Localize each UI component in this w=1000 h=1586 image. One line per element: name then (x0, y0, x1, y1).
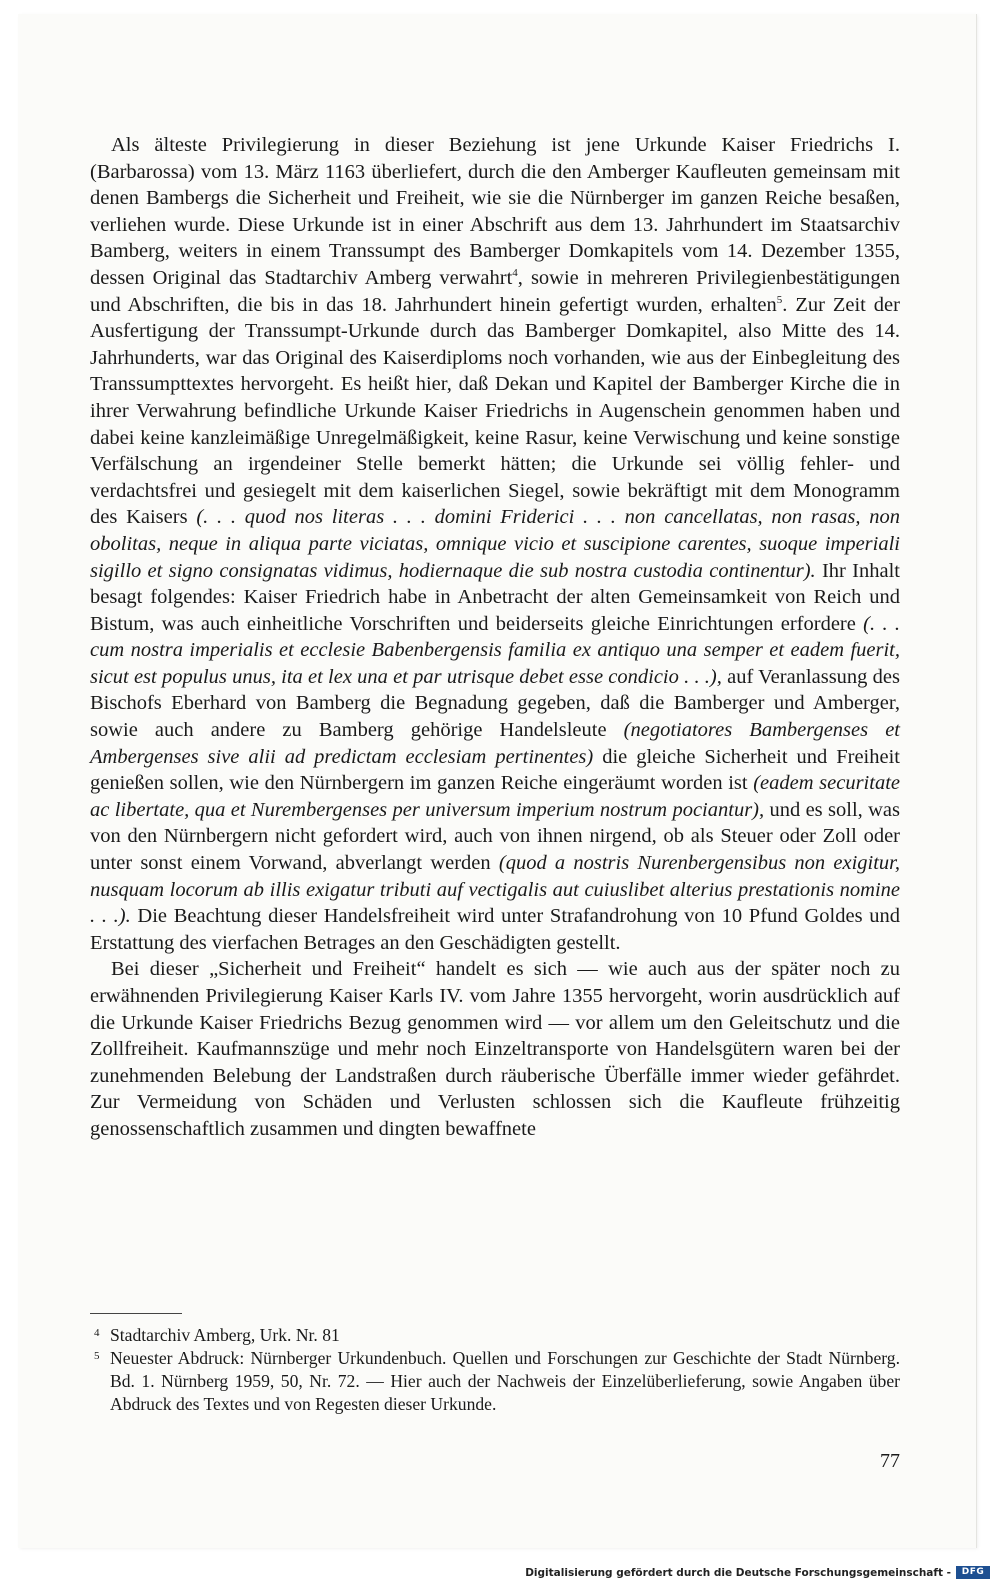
footnote-text: Neuester Abdruck: Nürnberger Urkundenbuch. Quellen und Forschungen zur Geschichte der Stadt Nürnberg. Bd. 1. Nürnberg 1959, 50, Nr. 72. — Hier auch der Nachweis der Einzelüberlieferung, sowie Angaben über Abdruck des Textes und von Regesten dieser Urkunde. (110, 1348, 900, 1414)
page-number: 77 (880, 1450, 900, 1472)
book-page (18, 14, 976, 1548)
text-run: die gleiche Sicherheit und Freiheit genießen sollen, wie den Nürnbergern im ganzen Reiche eingeräumt worden ist (90, 745, 900, 795)
text-run: . Zur Zeit der Ausfertigung der Transsumpt-Urkunde durch das Bamberger Domkapitel, also Mitte des 14. Jahrhunderts, war das Original des Kaiserdiploms noch vorhanden, wie aus der Einbegleitung des Transsumpttextes hervorgeht. Es heißt hier, daß Dekan und Kapitel der Bamberger Kirche die in ihrer Verwahrung befindliche Urkunde Kaiser Friedrichs in Augenschein genommen haben und dabei keine kanzleimäßige Unregelmäßigkeit, keine Rasur, keine Verwischung und keine sonstige Verfälschung an irgendeiner Stelle bemerkt hätten; die Urkunde sei völlig fehler- und verdachtsfrei und gesiegelt mit dem kaiserlichen Siegel, sowie bekräftigt mit dem Monogramm des Kaisers (90, 293, 900, 529)
latin-quote: (. . . cum nostra imperialis et ecclesie Babenbergensis familia ex antiquo una semper et eadem fuerit, sicut est populus unus, ita et lex una et par utrisque debet esse condicio . . .), (90, 612, 901, 688)
latin-quote: (. . . quod nos literas . . . domini Friderici . . . non cancellatas, non rasas, non obolitas, neque in aliqua parte viciatas, omnique vicio et suscipione carentes, suoque imperiali sigillo et signo consignatas vidimus, hodiernaque die sub nostra custodia continentur). (90, 506, 900, 582)
text-run: Die Beachtung dieser Handelsfreiheit wird unter Strafandrohung von 10 Pfund Goldes und Erstattung des vierfachen Betrages an den Geschädigten gestellt. (90, 905, 900, 954)
text-run: Ihr Inhalt besagt folgendes: Kaiser Friedrich habe in Anbetracht der alten Gemeinsamkeit von Reich und Bistum, was auch einheitliche Vorschriften und beiderseits gleiche Einrichtungen erfordere (90, 559, 900, 635)
footnote-rule (90, 1313, 182, 1314)
footnote-ref: 4 (512, 266, 518, 279)
footnote-4 (90, 1324, 900, 1347)
latin-quote: (eadem securitate ac libertate, qua et Nurembergenses per universum imperium nostrum pociantur), (90, 772, 900, 821)
text-run: und es soll, was von den Nürnbergern nicht gefordert wird, auch von ihnen nirgend, ob als Steuer oder Zoll oder unter sonst einem Vorwand, abverlangt werden (90, 798, 900, 875)
text-run: , sowie in mehreren Privilegienbestätigungen und Abschriften, die bis in das 18. Jahrhundert hinein gefertigt wurden, erhalten (90, 266, 900, 316)
latin-quote: (quod a nostris Nurenbergensibus non exigitur, nusquam locorum ab illis exigatur tributi auf vectigalis aut cuiuslibet alterius prestationis nomine . . .). (90, 852, 900, 928)
credit-text: Digitalisierung gefördert durch die Deutsche Forschungsgemeinschaft - (525, 1566, 951, 1579)
footnote-ref: 5 (776, 293, 783, 306)
paragraph-2: Bei dieser „Sicherheit und Freiheit“ handelt es sich — wie auch aus der später noch zu erwähnenden Privilegierung Kaiser Karls IV. vom Jahre 1355 hervorgeht, worin ausdrücklich auf die Urkunde Kaiser Friedrichs Bezug genommen wird — vor allem um den Geleitschutz und die Zollfreiheit. Kaufmannszüge und mehr noch Einzeltransporte von Handelsgütern waren bei der zunehmenden Belebung der Landstraßen durch räuberische Überfälle immer wieder gefährdet. Zur Vermeidung von Schäden und Verlusten schlossen sich die Kaufleute frühzeitig genossenschaftlich zusammen und dingten bewaffnete (90, 958, 900, 1140)
footnote-text: Stadtarchiv Amberg, Urk. Nr. 81 (110, 1325, 340, 1345)
footnote-marker: 5 (94, 1350, 100, 1362)
latin-quote: (negotiatores Bambergenses et Ambergenses sive alii ad predictam ecclesiam pertinentes) (90, 719, 900, 768)
paragraph-1 (90, 132, 900, 956)
main-text (90, 132, 900, 1143)
text-run: auf Veranlassung des Bischofs Eberhard von Bamberg die Begnadung gegeben, daß die Bamberger und Amberger, sowie auch andere zu Bamberg gehörige Handelsleute (90, 665, 900, 742)
text-run: Als älteste Privilegierung in dieser Beziehung ist jene Urkunde Kaiser Friedrichs I. (Barbarossa) vom 13. März 1163 überliefert, durch die den Amberger Kaufleuten gemeinsam mit denen Bambergs die Sicherheit und Freiheit, wie sie die Nürnberger im ganzen Reiche besaßen, verliehen wurde. Diese Urkunde ist in einer Abschrift aus dem 13. Jahrhundert im Staatsarchiv Bamberg, weiters in einem Transsumpt des Bamberger Domkapitels vom 14. Dezember 1355, dessen Original das Stadtarchiv Amberg verwahrt (90, 134, 900, 289)
dfg-logo: DFG (956, 1566, 990, 1579)
footnotes (90, 1324, 900, 1416)
digitization-credit (525, 1566, 990, 1579)
footnote-marker: 4 (94, 1327, 100, 1339)
footnote-5 (90, 1347, 900, 1416)
